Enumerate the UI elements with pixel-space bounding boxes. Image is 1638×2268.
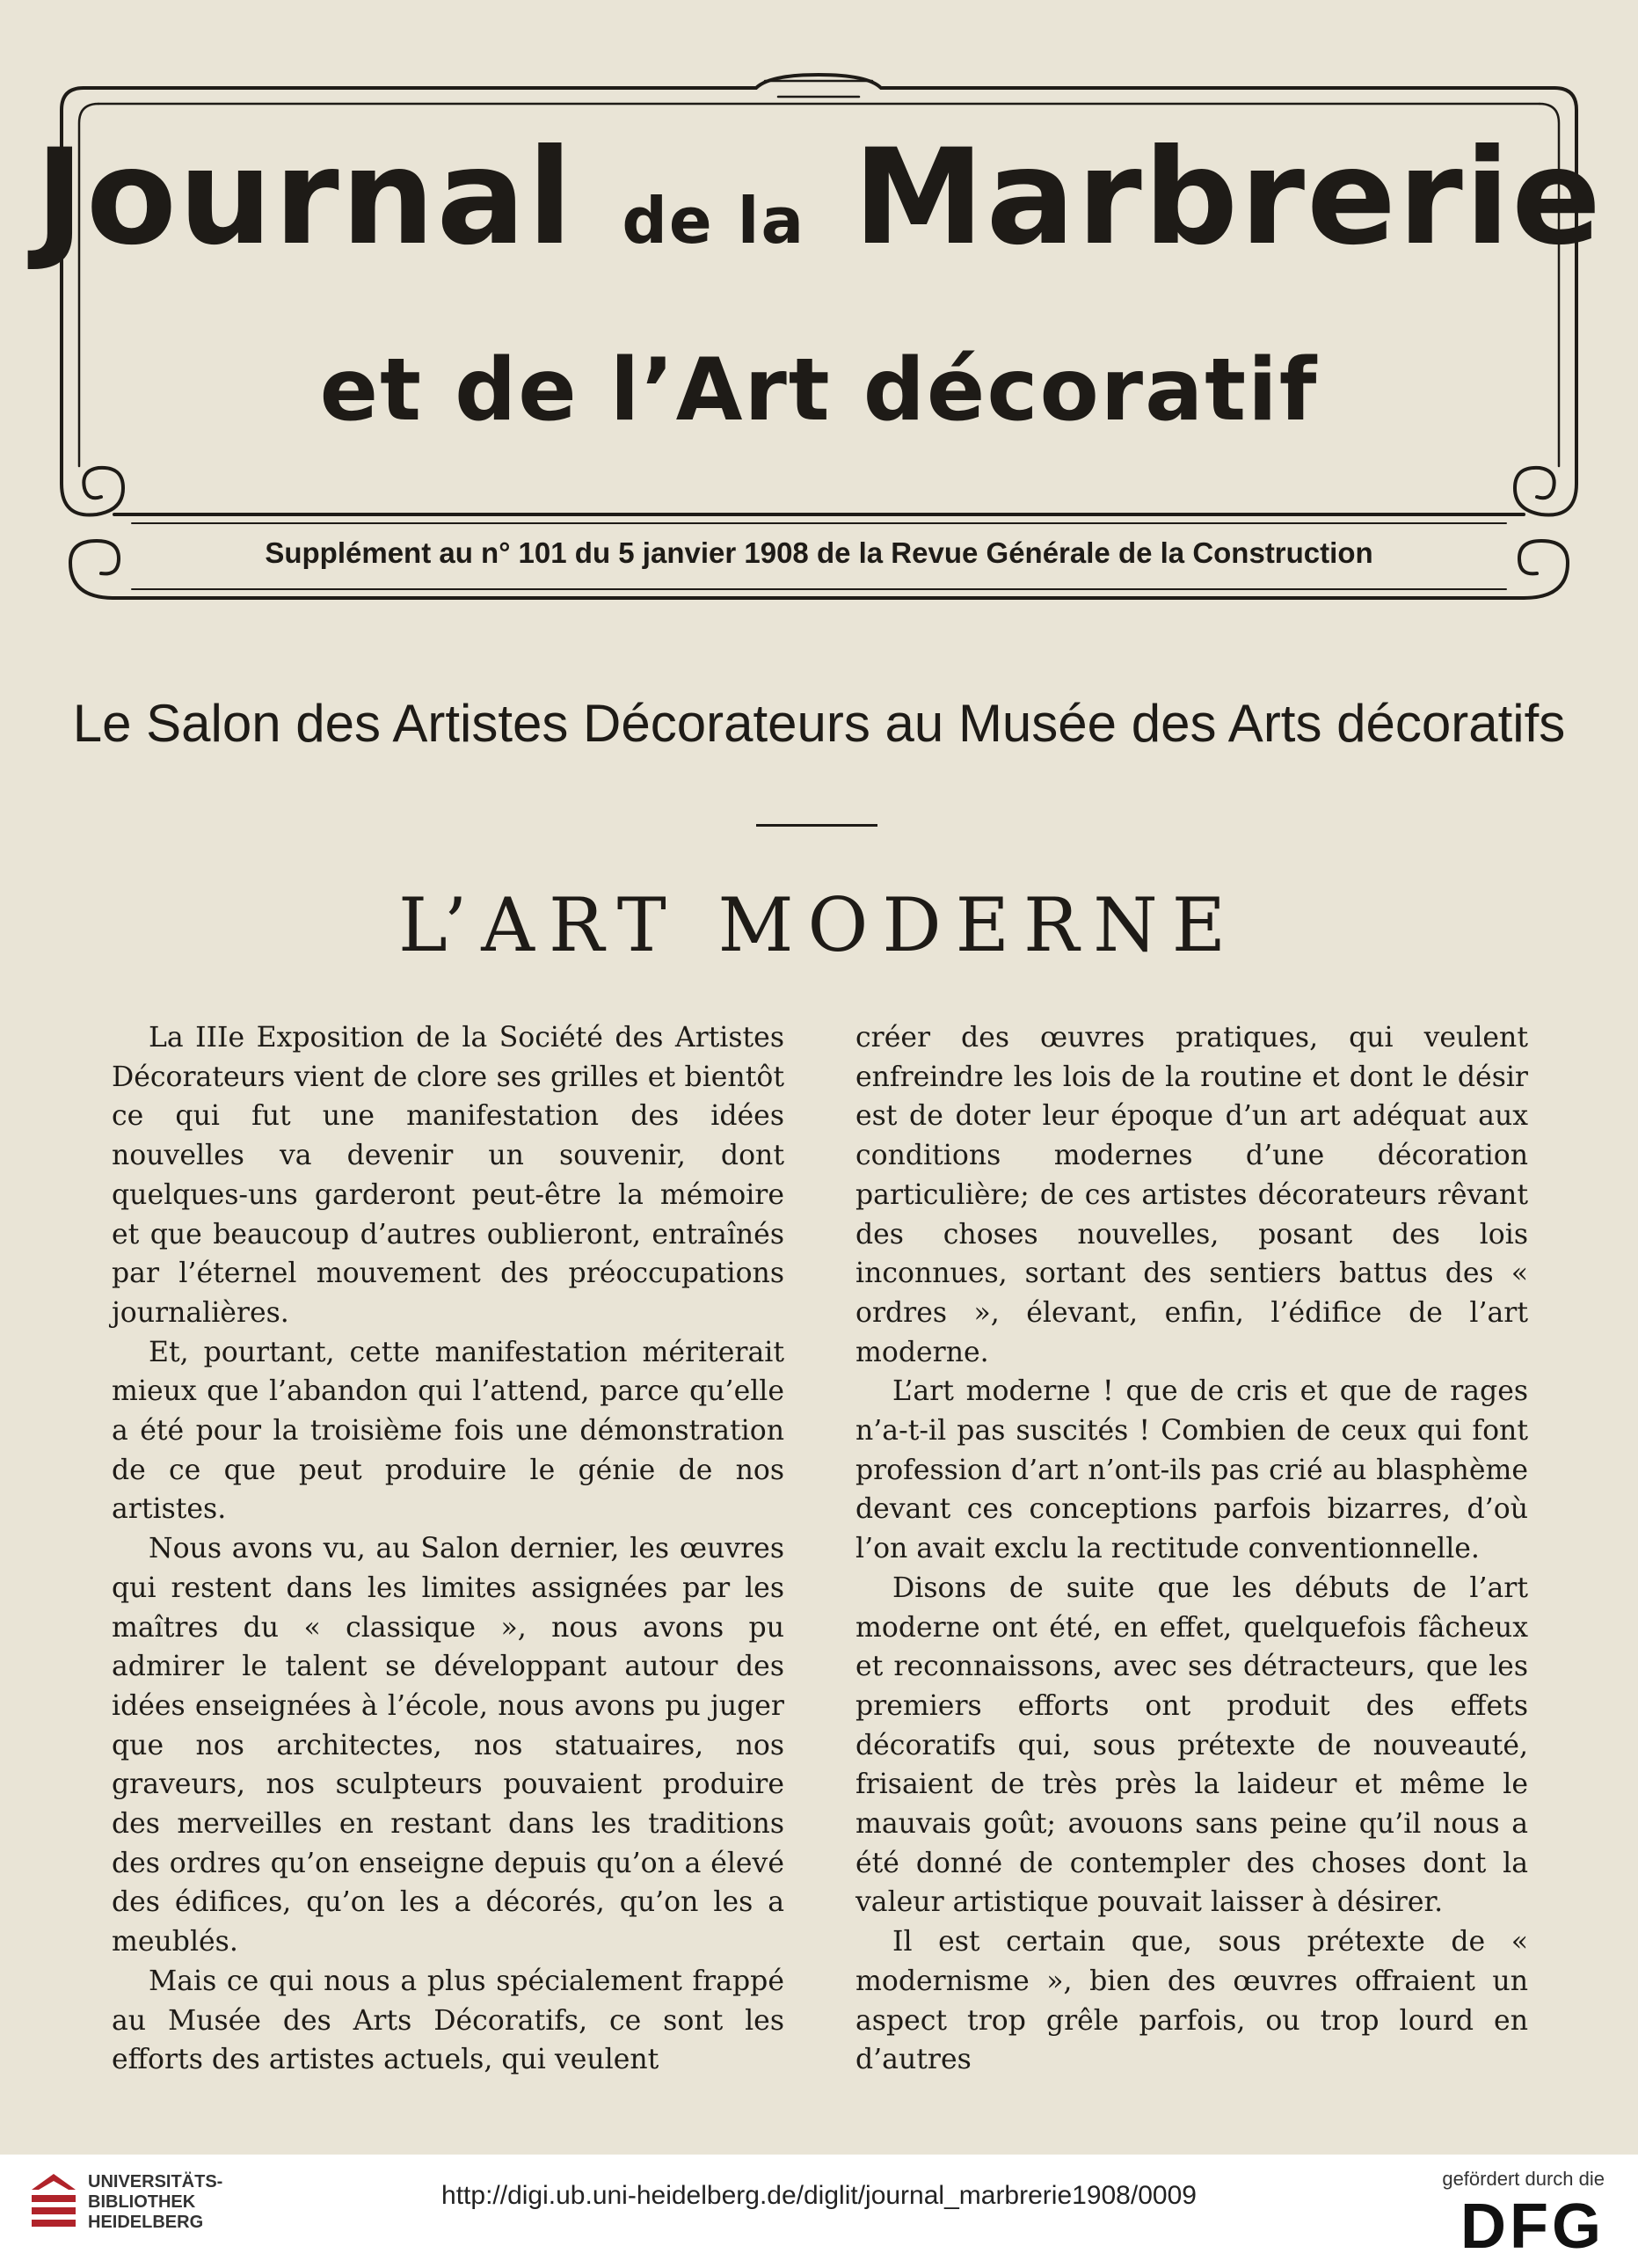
- document-url-link[interactable]: http://digi.ub.uni-heidelberg.de/diglit/journal_marbrerie1908/0009: [441, 2181, 1197, 2210]
- library-name-line: BIBLIOTHEK: [88, 2192, 196, 2212]
- section-title: L’ART MODERNE: [397, 882, 1241, 968]
- footer-bar: [0, 2155, 1638, 2268]
- title-de-la: de la: [622, 184, 806, 258]
- journal-subtitle: et de l’Art décoratif: [319, 340, 1319, 441]
- dfg-logo[interactable]: DFG: [1460, 2191, 1605, 2262]
- salon-heading: Le Salon des Artistes Décorateurs au Musée des Arts décoratifs: [72, 694, 1566, 753]
- paragraph: Nous avons vu, au Salon dernier, les œuvres qui restent dans les limites assignées par les maîtres du « classique », nous avons pu admirer le talent se développant autour des idées enseignées à l’école, nous avons pu juger que nos architectes, nos statuaires, nos graveurs, nos sculpteurs pouvaient produire des merveilles en restant dans les traditions des ordres qu’on enseigne depuis qu’on a élevé des édifices, qu’on les a décorés, qu’on les a meublés.: [112, 1533, 784, 1958]
- funded-by-label: gefördert durch die: [1442, 2168, 1605, 2190]
- heading-rule: [756, 824, 877, 827]
- paragraph: L’art moderne ! que de cris et que de rages n’a-t-il pas suscités ! Combien de ceux qui font profession d’art n’ont-ils pas crié au blasphème devant ces conceptions parfois bizarres, d’où l’on avait exclu la rectitude conventionnelle.: [855, 1375, 1528, 1565]
- journal-title: [0, 121, 1638, 274]
- paragraph: Et, pourtant, cette manifestation mériterait mieux que l’abandon qui l’attend, parce qu’elle a été pour la troisième fois une démonstration de ce que peut produire le génie de nos artistes.: [112, 1336, 784, 1526]
- supplement-line: Supplément au n° 101 du 5 janvier 1908 de la Revue Générale de la Construction: [265, 536, 1373, 569]
- title-journal: Journal: [35, 121, 575, 274]
- title-marbrerie: Marbrerie: [853, 121, 1603, 274]
- paragraph: Mais ce qui nous a plus spécialement frappé au Musée des Arts Décoratifs, ce sont les efforts des artistes actuels, qui veulent: [112, 1965, 784, 2076]
- paragraph: Il est certain que, sous prétexte de « modernisme », bien des œuvres offraient un aspect trop grêle parfois, ou trop lourd en d’autres: [855, 1926, 1528, 2076]
- paragraph: La IIIe Exposition de la Société des Artistes Décorateurs vient de clore ses grilles et bientôt ce qui fut une manifestation des idées nouvelles va devenir un souvenir, dont quelques-uns garderont peut-être la mémoire et que beaucoup d’autres oublieront, entraînés par l’éternel mouvement des préoccupations journalières.: [112, 1022, 784, 1329]
- library-name-line: HEIDELBERG: [88, 2213, 204, 2232]
- paragraph: Disons de suite que les débuts de l’art moderne ont été, en effet, quelquefois fâcheux et reconnaissons, avec ses détracteurs, que les premiers efforts ont produit des effets décoratifs qui, sous prétexte de nouveauté, frisaient de très près la laideur et même le mauvais goût; avouons sans peine qu’il nous a été donné de contempler des choses dont la valeur artistique pouvait laisser à désirer.: [855, 1572, 1528, 1919]
- library-name-line: UNIVERSITÄTS-: [88, 2172, 223, 2191]
- paragraph: créer des œuvres pratiques, qui veulent enfreindre les lois de la routine et dont le désir est de doter leur époque d’un art adéquat aux conditions modernes d’une décoration particulière; de ces artistes décorateurs rêvant des choses nouvelles, posant des lois inconnues, sortant des sentiers battus des « ordres », élevant, enfin, l’édifice de l’art moderne.: [855, 1022, 1528, 1368]
- right-column: [855, 1018, 1528, 2080]
- left-column: [112, 1018, 784, 2080]
